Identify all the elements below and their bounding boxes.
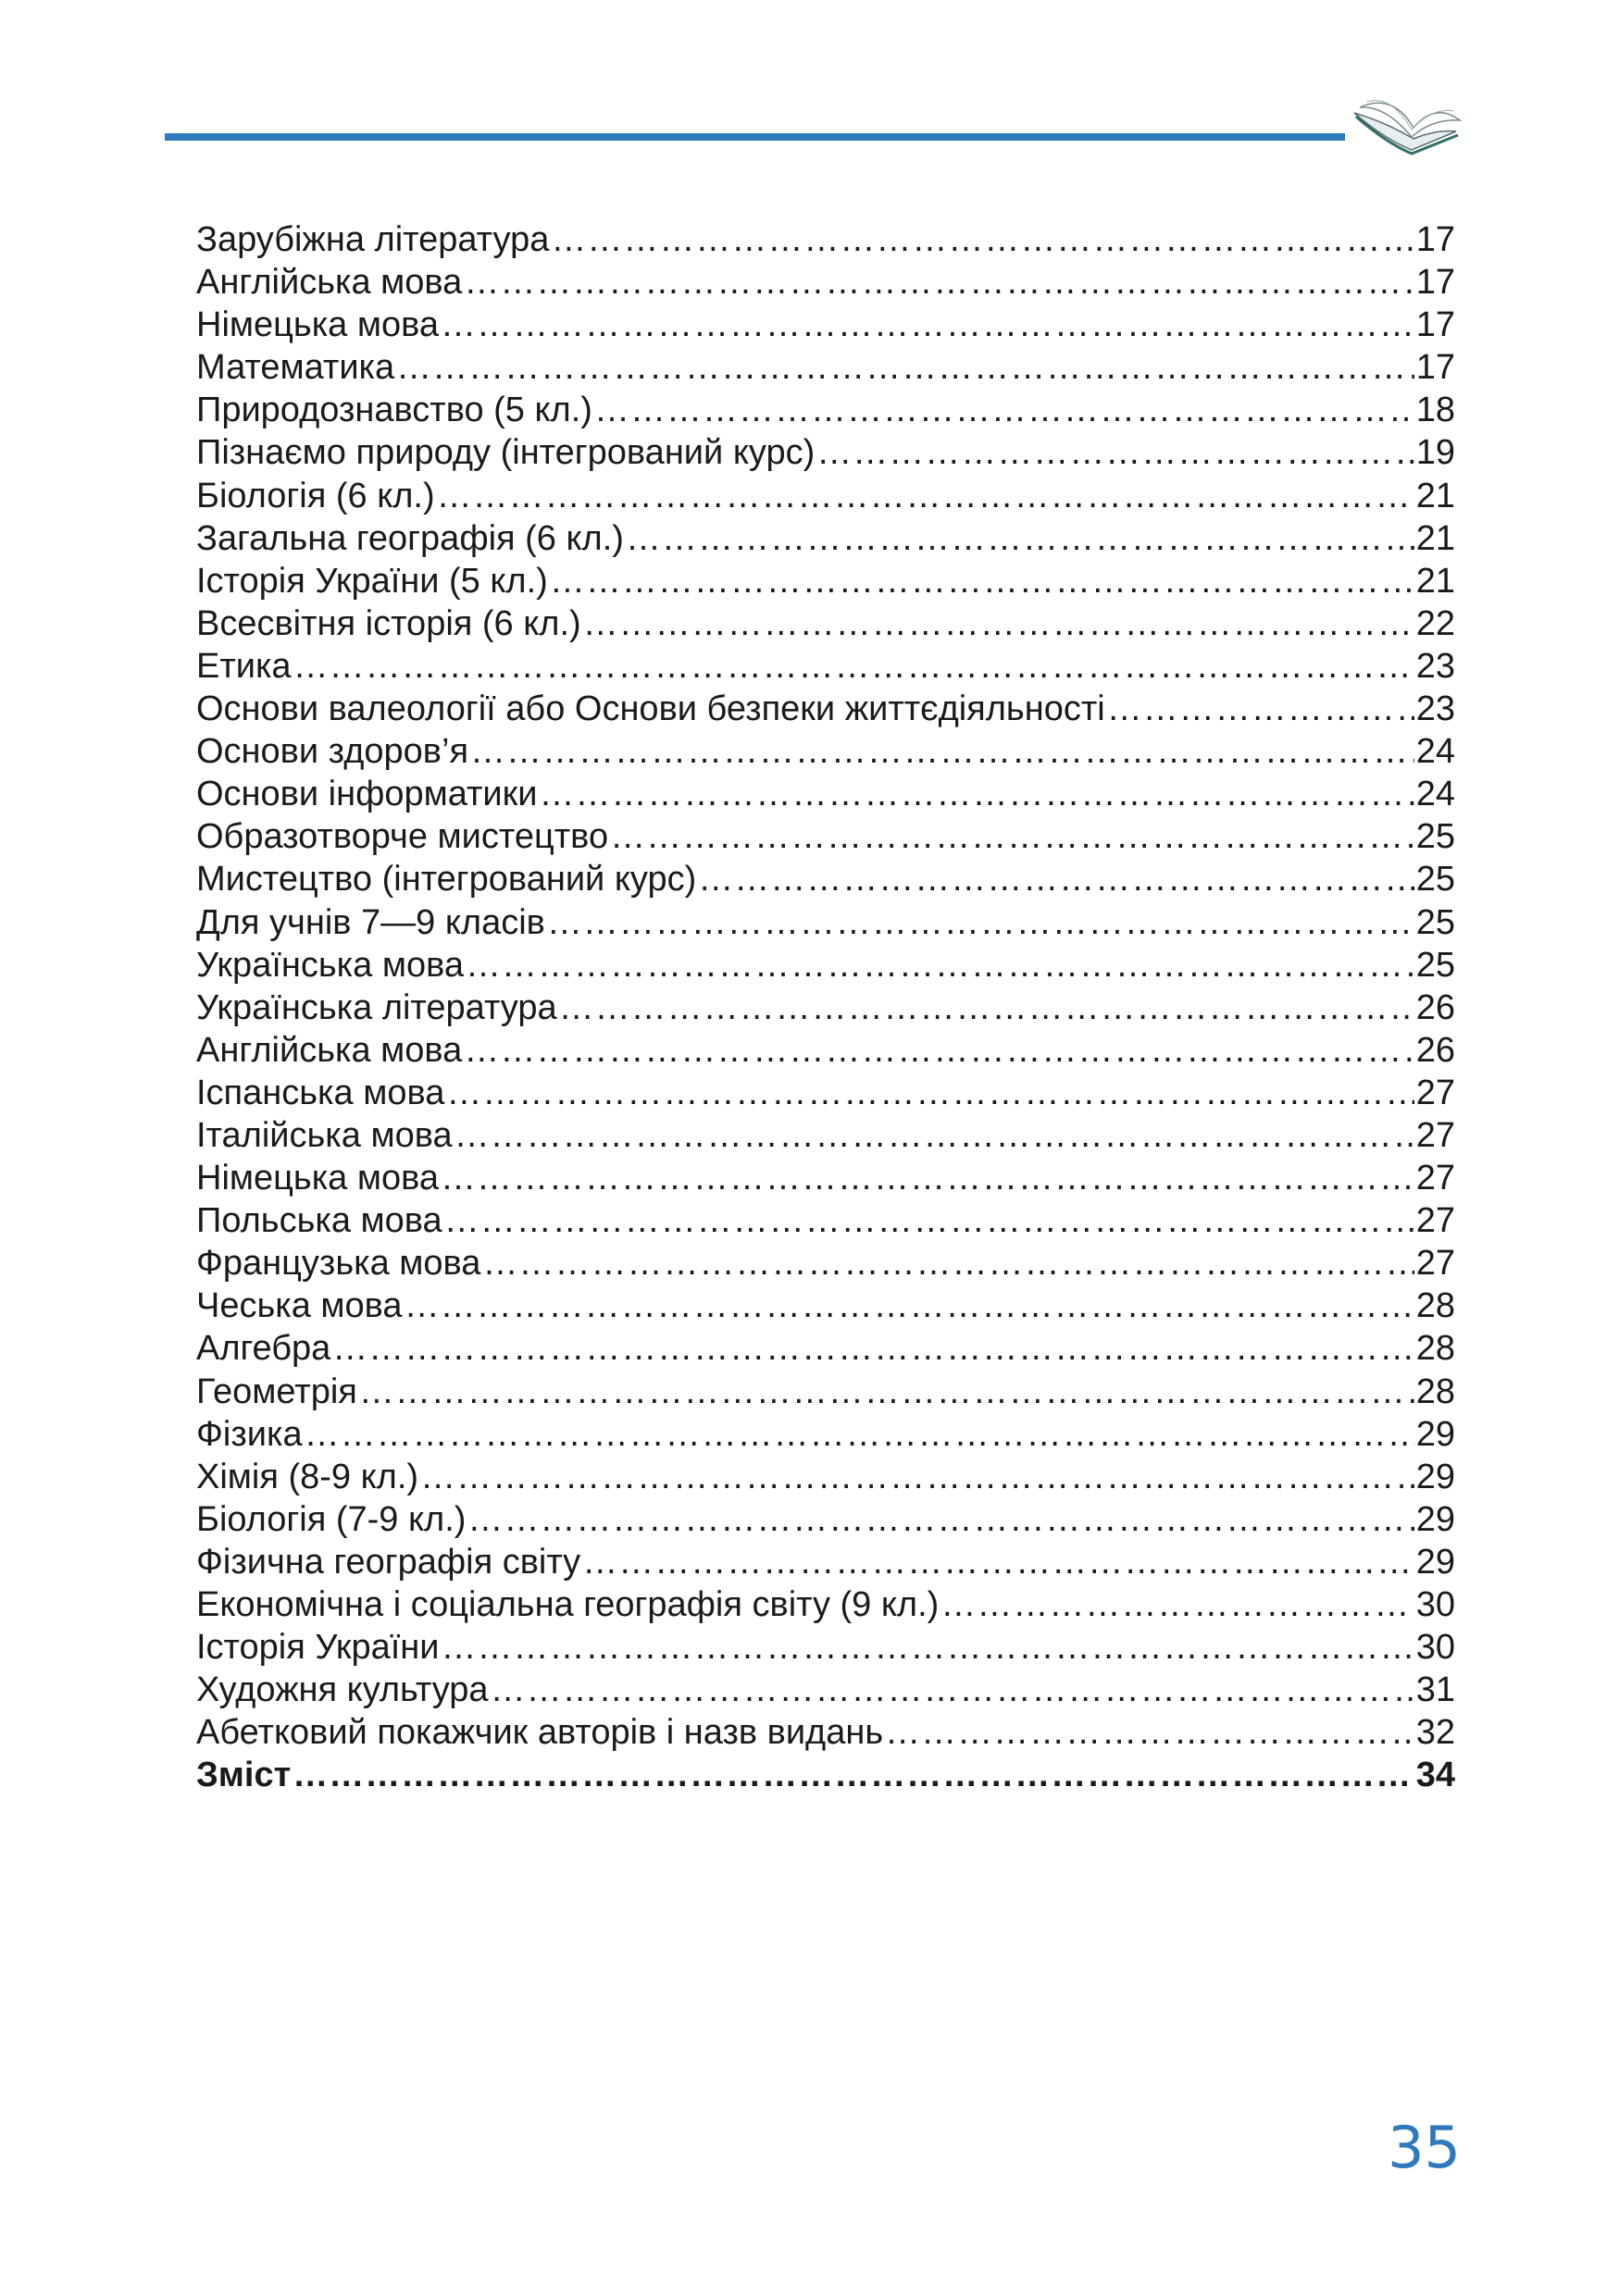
toc-entry-title: Українська мова: [196, 945, 464, 985]
toc-entry-title: Для учнів 7—9 класів: [196, 902, 545, 942]
toc-entry-page: 28: [1415, 1286, 1455, 1326]
toc-dot-leader: [551, 218, 1414, 261]
toc-entry: [196, 1157, 1455, 1199]
toc-entry-title: Художня культура: [196, 1670, 489, 1710]
toc-entry-title: Англійська мова: [196, 263, 463, 303]
toc-entry-page: 31: [1415, 1670, 1455, 1710]
toc-entry-title: Алгебра: [196, 1329, 331, 1369]
toc-dot-leader: [626, 517, 1414, 560]
toc-entry-title: Чеська мова: [196, 1286, 403, 1326]
toc-entry: [196, 645, 1455, 688]
toc-entry-page: 30: [1415, 1585, 1455, 1624]
toc-entry-title: Основи здоров’я: [196, 732, 469, 772]
toc-dot-leader: [583, 602, 1414, 645]
toc-entry-page: 29: [1415, 1457, 1455, 1496]
toc-entry: [196, 1199, 1455, 1242]
toc-entry: [196, 261, 1455, 304]
toc-entry-page: 29: [1415, 1414, 1455, 1454]
toc-entry: [196, 1669, 1455, 1711]
toc-entry: [196, 1327, 1455, 1370]
toc-entry-page: 32: [1415, 1713, 1455, 1753]
toc-dot-leader: [698, 858, 1414, 900]
toc-dot-leader: [547, 901, 1414, 944]
toc-entry-page: 17: [1415, 348, 1455, 388]
toc-entry: [196, 346, 1455, 389]
toc-dot-leader: [466, 944, 1414, 987]
toc-dot-leader: [559, 987, 1414, 1029]
toc-entry-title: Французька мова: [196, 1244, 481, 1284]
toc-entry: [196, 1242, 1455, 1285]
toc-entry-title: Біологія (6 кл.): [196, 476, 435, 515]
toc-entry-title: Фізика: [196, 1414, 303, 1454]
toc-entry-page: 30: [1415, 1628, 1455, 1668]
toc-entry-title: Абетковий покажчик авторів і назв видань: [196, 1713, 884, 1753]
toc-dot-leader: [293, 1754, 1414, 1796]
toc-entry-title: Етика: [196, 646, 292, 686]
toc-entry-page: 34: [1415, 1756, 1455, 1795]
toc-dot-leader: [540, 773, 1414, 815]
toc-entry-title: Природознавство (5 кл.): [196, 391, 592, 430]
toc-entry-page: 23: [1415, 646, 1455, 686]
toc-entry-page: 21: [1415, 518, 1455, 558]
toc-entry: [196, 688, 1455, 730]
toc-entry: [196, 560, 1455, 602]
toc-dot-leader: [594, 389, 1414, 431]
toc-entry-page: 25: [1415, 817, 1455, 857]
toc-entry: [196, 1498, 1455, 1541]
table-of-contents: [196, 218, 1455, 1796]
toc-entry-title: Хімія (8-9 кл.): [196, 1457, 419, 1496]
toc-dot-leader: [305, 1413, 1414, 1456]
toc-entry-page: 27: [1415, 1244, 1455, 1284]
toc-entry: [196, 987, 1455, 1029]
toc-entry-page: 27: [1415, 1159, 1455, 1198]
toc-entry-title: Іспанська мова: [196, 1073, 445, 1112]
toc-entry-title: Загальна географія (6 кл.): [196, 518, 624, 558]
toc-entry-page: 21: [1415, 561, 1455, 601]
toc-entry-page: 25: [1415, 945, 1455, 985]
toc-dot-leader: [441, 304, 1414, 346]
toc-entry: [196, 1456, 1455, 1498]
toc-entry: [196, 304, 1455, 346]
toc-dot-leader: [441, 1157, 1414, 1199]
toc-entry: [196, 517, 1455, 560]
toc-entry-page: 26: [1415, 1030, 1455, 1070]
toc-dot-leader: [464, 261, 1414, 304]
toc-entry: [196, 1541, 1455, 1583]
toc-entry-title: Основи інформатики: [196, 775, 538, 814]
header-rule: [165, 133, 1345, 141]
toc-entry: [196, 1626, 1455, 1669]
toc-entry-page: 28: [1415, 1371, 1455, 1411]
toc-entry-title: Історія України (5 кл.): [196, 561, 548, 601]
toc-dot-leader: [293, 645, 1414, 688]
toc-entry-title: Історія України: [196, 1628, 440, 1668]
toc-entry-title: Українська література: [196, 987, 557, 1027]
toc-entry: [196, 944, 1455, 987]
toc-dot-leader: [582, 1541, 1414, 1583]
toc-dot-leader: [405, 1285, 1414, 1327]
toc-dot-leader: [885, 1711, 1414, 1754]
toc-entry: [196, 1711, 1455, 1754]
toc-dot-leader: [446, 1072, 1414, 1114]
toc-entry-title: Пізнаємо природу (інтегрований курс): [196, 433, 816, 473]
toc-entry-title: Біологія (7-9 кл.): [196, 1499, 467, 1539]
toc-dot-leader: [491, 1669, 1414, 1711]
toc-dot-leader: [359, 1371, 1414, 1413]
toc-entry: [196, 1114, 1455, 1157]
toc-entry: [196, 815, 1455, 858]
toc-entry-page: 25: [1415, 860, 1455, 900]
toc-dot-leader: [467, 1498, 1414, 1541]
toc-entry-title: Математика: [196, 348, 395, 388]
toc-entry-title: Основи валеології або Основи безпеки життєдіяльності: [196, 689, 1105, 729]
toc-dot-leader: [1107, 688, 1414, 730]
toc-entry-title: Всесвітня історія (6 кл.): [196, 603, 581, 643]
toc-entry: [196, 730, 1455, 773]
toc-dot-leader: [441, 1626, 1414, 1669]
toc-dot-leader: [444, 1199, 1414, 1242]
toc-entry-page: 26: [1415, 987, 1455, 1027]
toc-dot-leader: [464, 1029, 1414, 1072]
toc-entry-title: Польська мова: [196, 1201, 442, 1241]
toc-entry-title: Образотворче мистецтво: [196, 817, 609, 857]
toc-entry-page: 18: [1415, 391, 1455, 430]
toc-entry-page: 24: [1415, 732, 1455, 772]
toc-entry-title: Англійська мова: [196, 1030, 463, 1070]
toc-entry-page: 29: [1415, 1499, 1455, 1539]
toc-entry: [196, 1072, 1455, 1114]
toc-entry: [196, 1754, 1455, 1796]
toc-dot-leader: [610, 815, 1414, 858]
toc-entry-title: Геометрія: [196, 1371, 357, 1411]
toc-entry: [196, 218, 1455, 261]
toc-entry-page: 24: [1415, 775, 1455, 814]
toc-entry-page: 27: [1415, 1201, 1455, 1241]
toc-entry-page: 29: [1415, 1542, 1455, 1582]
toc-entry: [196, 773, 1455, 815]
toc-dot-leader: [940, 1583, 1414, 1626]
toc-entry: [196, 1285, 1455, 1327]
toc-entry-page: 21: [1415, 476, 1455, 515]
toc-dot-leader: [437, 475, 1414, 517]
toc-entry-page: 17: [1415, 305, 1455, 345]
toc-entry-title: Німецька мова: [196, 305, 440, 345]
toc-entry: [196, 389, 1455, 431]
toc-entry: [196, 1413, 1455, 1456]
toc-entry: [196, 1371, 1455, 1413]
toc-entry-title: Мистецтво (інтегрований курс): [196, 860, 697, 900]
toc-entry-page: 23: [1415, 689, 1455, 729]
toc-entry: [196, 602, 1455, 645]
toc-entry-page: 17: [1415, 220, 1455, 259]
toc-entry-page: 17: [1415, 263, 1455, 303]
toc-dot-leader: [420, 1456, 1414, 1498]
toc-entry-title: Зарубіжна література: [196, 220, 550, 259]
open-book-icon: [1347, 74, 1467, 167]
toc-entry-title: Економічна і соціальна географія світу (9 кл.): [196, 1585, 940, 1624]
page-number: 35: [1388, 2114, 1461, 2181]
toc-dot-leader: [816, 431, 1414, 474]
toc-dot-leader: [332, 1327, 1414, 1370]
toc-entry: [196, 1583, 1455, 1626]
toc-entry-title: Зміст: [196, 1756, 292, 1795]
toc-entry: [196, 858, 1455, 900]
toc-entry-title: Фізична географія світу: [196, 1542, 581, 1582]
toc-entry-title: Італійська мова: [196, 1115, 453, 1155]
toc-entry-page: 27: [1415, 1115, 1455, 1155]
toc-dot-leader: [550, 560, 1414, 602]
toc-entry-page: 27: [1415, 1073, 1455, 1112]
toc-dot-leader: [470, 730, 1414, 773]
toc-entry-page: 19: [1415, 433, 1455, 473]
toc-entry: [196, 901, 1455, 944]
toc-entry-page: 28: [1415, 1329, 1455, 1369]
toc-dot-leader: [455, 1114, 1414, 1157]
toc-entry-title: Німецька мова: [196, 1159, 440, 1198]
toc-dot-leader: [482, 1242, 1414, 1285]
toc-dot-leader: [396, 346, 1414, 389]
toc-entry-page: 22: [1415, 603, 1455, 643]
toc-entry: [196, 1029, 1455, 1072]
toc-entry: [196, 431, 1455, 474]
toc-entry-page: 25: [1415, 902, 1455, 942]
toc-entry: [196, 475, 1455, 517]
